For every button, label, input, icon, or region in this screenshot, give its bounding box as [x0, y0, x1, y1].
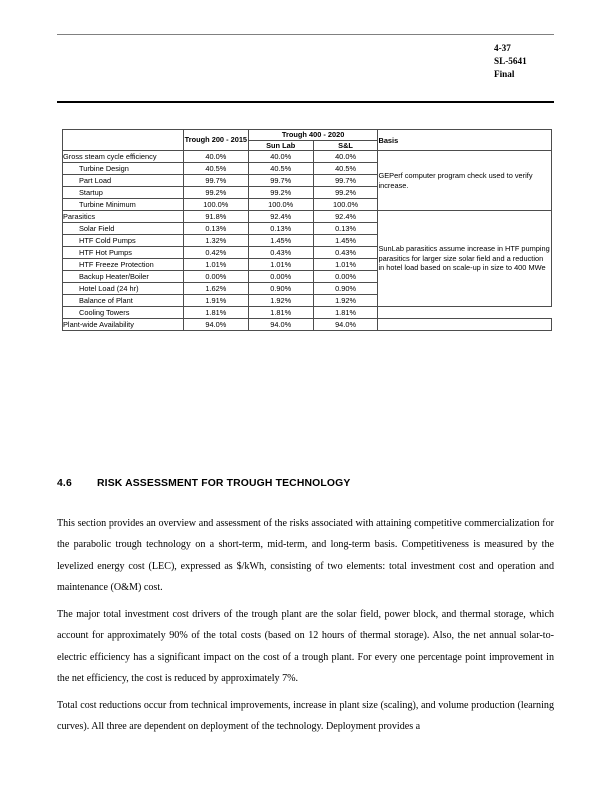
- row-value-sunlab: 100.0%: [248, 199, 313, 211]
- header-sunlab: Sun Lab: [248, 140, 313, 151]
- row-value-sl: 1.45%: [313, 235, 378, 247]
- row-value-sunlab: 1.81%: [248, 307, 313, 319]
- row-value-trough200: 1.62%: [183, 283, 248, 295]
- row-value-sl: 92.4%: [313, 211, 378, 223]
- section-heading: [57, 478, 557, 489]
- row-label: Cooling Towers: [63, 307, 184, 319]
- row-value-sl: 0.13%: [313, 223, 378, 235]
- row-value-trough200: 91.8%: [183, 211, 248, 223]
- row-value-trough200: 100.0%: [183, 199, 248, 211]
- header-doc-number: SL-5641: [494, 56, 527, 67]
- row-value-sl: 0.90%: [313, 283, 378, 295]
- row-value-sl: 1.81%: [313, 307, 378, 319]
- row-value-sunlab: 0.00%: [248, 271, 313, 283]
- row-value-sl: 94.0%: [313, 319, 378, 331]
- table-row: [63, 151, 552, 163]
- row-value-sunlab: 40.0%: [248, 151, 313, 163]
- row-value-trough200: 99.2%: [183, 187, 248, 199]
- basis-note-efficiency: GEPerf computer program check used to verify increase.: [378, 151, 552, 211]
- table-header: [63, 130, 552, 151]
- section-title: RISK ASSESSMENT FOR TROUGH TECHNOLOGY: [97, 478, 351, 489]
- table-row: [63, 319, 552, 331]
- row-value-trough200: 1.81%: [183, 307, 248, 319]
- row-label: Turbine Design: [63, 163, 184, 175]
- performance-table: [62, 129, 552, 331]
- table-header-row-1: [63, 130, 552, 141]
- section-number: 4.6: [57, 478, 72, 489]
- performance-table-container: [62, 129, 552, 331]
- row-value-sl: 40.5%: [313, 163, 378, 175]
- row-value-sunlab: 1.45%: [248, 235, 313, 247]
- header-status: Final: [494, 69, 515, 80]
- row-value-sunlab: 1.01%: [248, 259, 313, 271]
- row-value-trough200: 1.01%: [183, 259, 248, 271]
- row-value-trough200: 1.91%: [183, 295, 248, 307]
- row-value-sunlab: 0.90%: [248, 283, 313, 295]
- table-row: [63, 307, 552, 319]
- row-value-sunlab: 99.2%: [248, 187, 313, 199]
- row-value-sunlab: 0.43%: [248, 247, 313, 259]
- row-label: Part Load: [63, 175, 184, 187]
- table-body: [63, 151, 552, 331]
- row-label: Hotel Load (24 hr): [63, 283, 184, 295]
- row-value-trough200: 0.00%: [183, 271, 248, 283]
- row-value-sl: 99.2%: [313, 187, 378, 199]
- row-value-trough200: 0.13%: [183, 223, 248, 235]
- paragraph-2: The major total investment cost drivers of the trough plant are the solar field, power block, and thermal storage, which account for approximately 90% of the total costs (based on 12 hours of thermal storage). Also, the net annual solar-to-electric efficiency has a significant impact on the cost of a trough plant. For every one percentage point improvement in the net efficiency, the cost is reduced by approximately 7%.: [57, 609, 554, 684]
- header-rule-bottom: [57, 101, 554, 103]
- header-trough400-group: Trough 400 - 2020: [248, 130, 378, 141]
- row-value-trough200: 0.42%: [183, 247, 248, 259]
- row-value-trough200: 99.7%: [183, 175, 248, 187]
- row-label: Plant-wide Availability: [63, 319, 184, 331]
- row-label: Balance of Plant: [63, 295, 184, 307]
- row-value-sl: 1.92%: [313, 295, 378, 307]
- header-sl: S&L: [313, 140, 378, 151]
- paragraph-3: Total cost reductions occur from technical improvements, increase in plant size (scaling), and volume production (learning curves). All three are dependent on deployment of the technology. Deployment provides a: [57, 700, 554, 733]
- row-value-sunlab: 40.5%: [248, 163, 313, 175]
- row-value-sunlab: 0.13%: [248, 223, 313, 235]
- header-blank-corner: [63, 130, 184, 151]
- row-label: HTF Freeze Protection: [63, 259, 184, 271]
- table-row: [63, 211, 552, 223]
- header-trough200: Trough 200 - 2015: [183, 130, 248, 151]
- row-value-trough200: 40.5%: [183, 163, 248, 175]
- basis-note-parasitics: SunLab parasitics assume increase in HTF pumping parasitics for larger size solar field and a reduction in hotel load based on scale-up in size to 400 MWe: [378, 211, 552, 307]
- row-label: Turbine Minimum: [63, 199, 184, 211]
- row-value-sl: 0.43%: [313, 247, 378, 259]
- page-header: [494, 42, 612, 82]
- row-value-sunlab: 1.92%: [248, 295, 313, 307]
- row-value-trough200: 1.32%: [183, 235, 248, 247]
- row-label: HTF Cold Pumps: [63, 235, 184, 247]
- row-value-sunlab: 94.0%: [248, 319, 313, 331]
- row-label: HTF Hot Pumps: [63, 247, 184, 259]
- row-value-sl: 99.7%: [313, 175, 378, 187]
- row-label: Gross steam cycle efficiency: [63, 151, 184, 163]
- row-label: Backup Heater/Boiler: [63, 271, 184, 283]
- header-basis: Basis: [378, 130, 552, 151]
- row-value-sl: 100.0%: [313, 199, 378, 211]
- row-label: Parasitics: [63, 211, 184, 223]
- row-value-sunlab: 92.4%: [248, 211, 313, 223]
- row-value-sunlab: 99.7%: [248, 175, 313, 187]
- row-value-trough200: 40.0%: [183, 151, 248, 163]
- header-rule-top: [57, 34, 554, 35]
- paragraph-1: This section provides an overview and assessment of the risks associated with attaining competitive commercialization for the parabolic trough technology on a short-term, mid-term, and long-term basis. Competitiveness is measured by the levelized energy cost (LEC), expressed as $/kWh, consisting of two elements: total investment cost and operation and maintenance (O&M) cost.: [57, 518, 554, 593]
- row-label: Solar Field: [63, 223, 184, 235]
- header-page-number: 4-37: [494, 43, 511, 53]
- row-value-sl: 40.0%: [313, 151, 378, 163]
- row-value-sl: 0.00%: [313, 271, 378, 283]
- basis-note-availability: [378, 319, 552, 331]
- row-value-trough200: 94.0%: [183, 319, 248, 331]
- row-value-sl: 1.01%: [313, 259, 378, 271]
- row-label: Startup: [63, 187, 184, 199]
